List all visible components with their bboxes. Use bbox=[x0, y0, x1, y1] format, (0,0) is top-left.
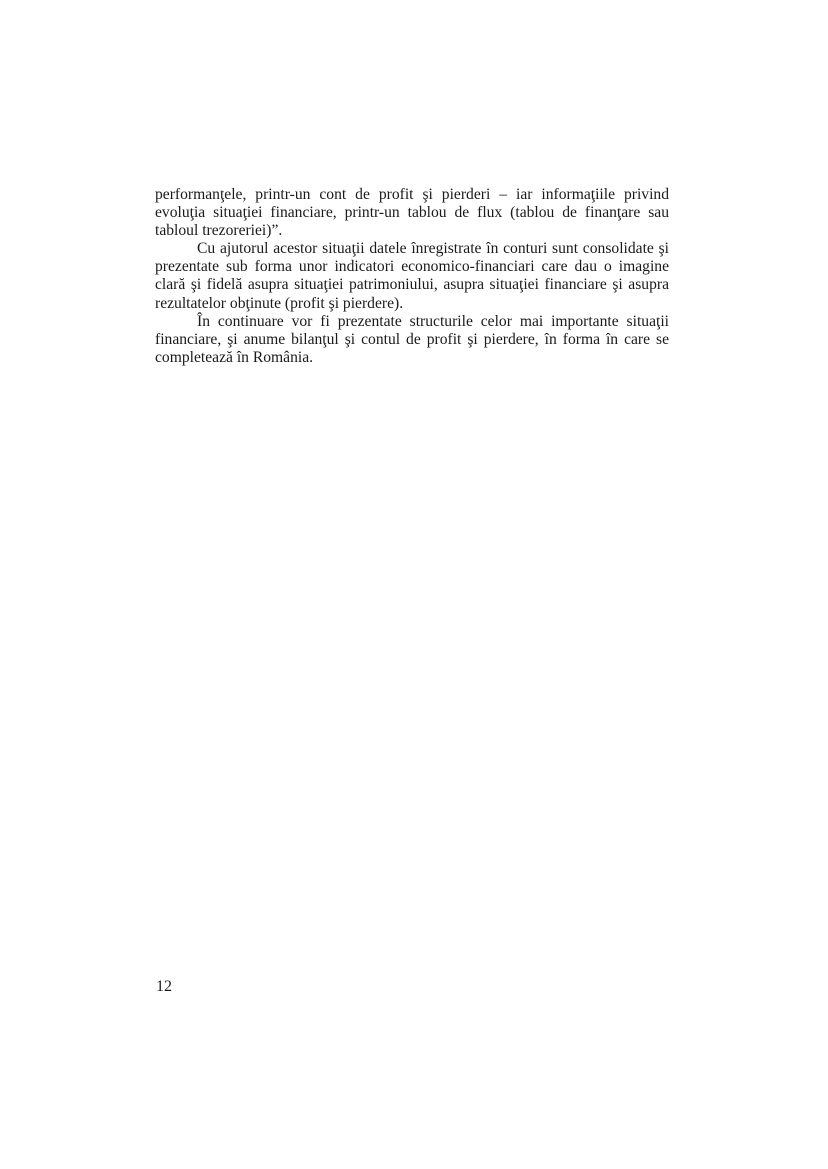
page-number: 12 bbox=[156, 978, 172, 995]
page-body bbox=[155, 186, 669, 367]
paragraph-structures-intro: În continuare vor fi prezentate structurile celor mai importante situaţii financiare, şi anume bilanţul şi contul de profit şi pierdere, în forma în care se completează în România. bbox=[155, 312, 669, 366]
paragraph-continuation: performanţele, printr-un cont de profit şi pierderi – iar informaţiile privind evoluţia situaţiei financiare, printr-un tablou de flux (tablou de finanţare sau tabloul trezoreriei)”. bbox=[155, 186, 669, 240]
paragraph-financial-indicators: Cu ajutorul acestor situaţii datele înregistrate în conturi sunt consolidate şi prezentate sub forma unor indicatori economico-financiari care dau o imagine clară şi fidelă asupra situaţiei patrimoniului, asupra situaţiei financiare şi asupra rezultatelor obţinute (profit şi pierdere). bbox=[155, 240, 669, 312]
